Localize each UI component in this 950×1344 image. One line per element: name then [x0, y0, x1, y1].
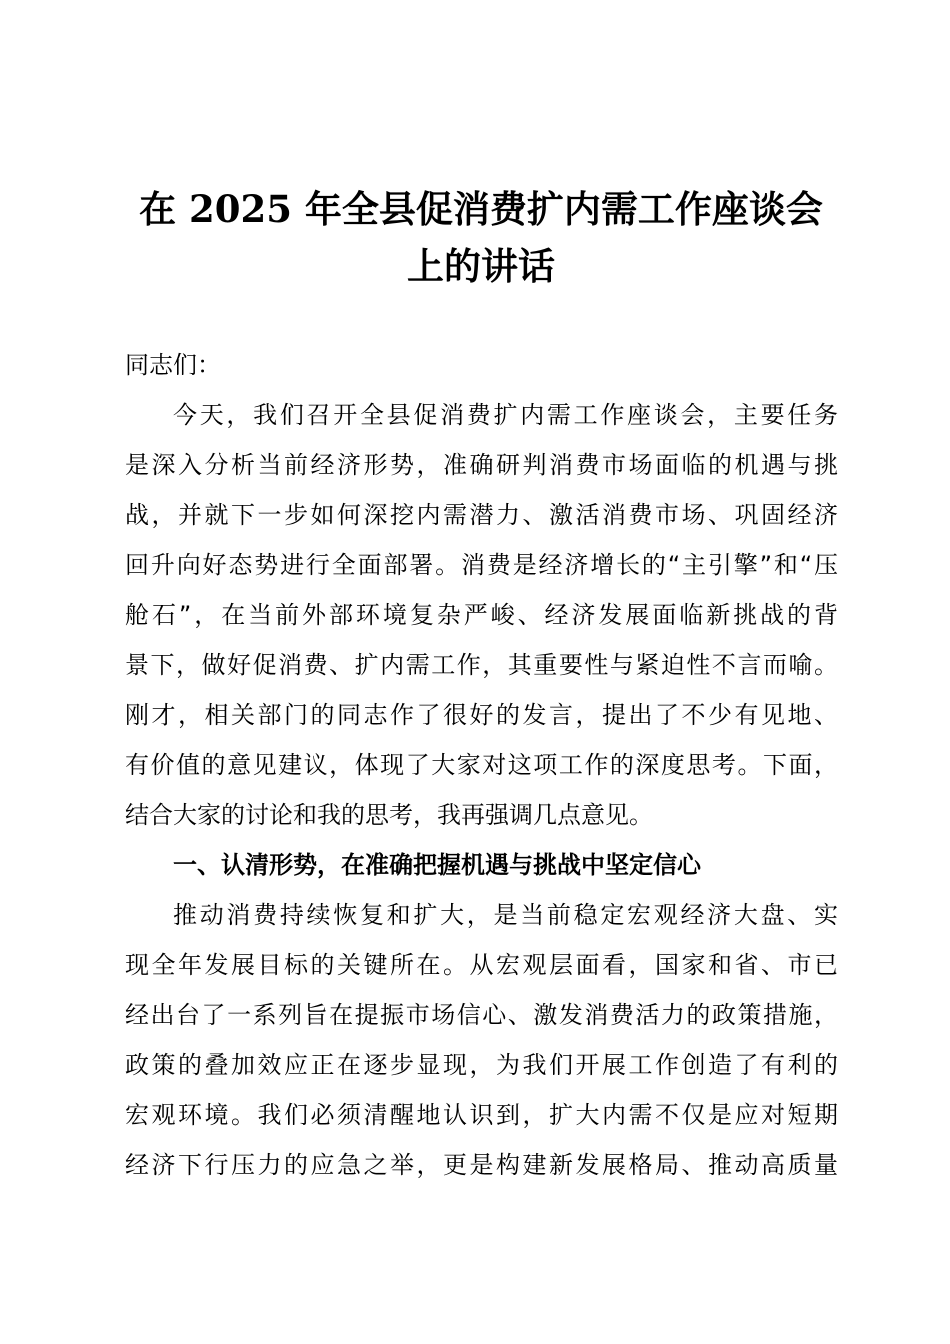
paragraph-1-line-7: 刚才，相关部门的同志作了很好的发言，提出了不少有见地、: [125, 701, 838, 729]
paragraph-2-line-6: 经济下行压力的应急之举，更是构建新发展格局、推动高质量: [125, 1151, 838, 1179]
document-title-line-2: 上的讲话: [407, 244, 555, 288]
section-heading-1: 一、认清形势，在准确把握机遇与挑战中坚定信心: [173, 851, 701, 879]
paragraph-1-line-3: 战，并就下一步如何深挖内需潜力、激活消费市场、巩固经济: [125, 501, 838, 529]
paragraph-2-line-1: 推动消费持续恢复和扩大，是当前稳定宏观经济大盘、实: [173, 901, 838, 929]
document-body: [125, 340, 838, 1190]
paragraph-1-line-6: 景下，做好促消费、扩内需工作，其重要性与紧迫性不言而喻。: [125, 651, 838, 679]
paragraph-1-line-8: 有价值的意见建议，体现了大家对这项工作的深度思考。下面，: [125, 751, 838, 779]
paragraph-2-line-2: 现全年发展目标的关键所在。从宏观层面看，国家和省、市已: [125, 951, 838, 979]
salutation-line: 同志们：: [125, 351, 221, 379]
paragraph-1-line-4: 回升向好态势进行全面部署。消费是经济增长的“主引擎”和“压: [125, 551, 838, 579]
paragraph-1-line-2: 是深入分析当前经济形势，准确研判消费市场面临的机遇与挑: [125, 451, 838, 479]
paragraph-2-line-4: 政策的叠加效应正在逐步显现，为我们开展工作创造了有利的: [125, 1051, 838, 1079]
document-title: [122, 181, 840, 295]
paragraph-1-line-5: 舱石”，在当前外部环境复杂严峻、经济发展面临新挑战的背: [125, 601, 838, 629]
paragraph-2-line-3: 经出台了一系列旨在提振市场信心、激发消费活力的政策措施，: [125, 1001, 838, 1029]
document-title-line-1: 在 2025 年全县促消费扩内需工作座谈会: [139, 187, 823, 231]
paragraph-1-line-1: 今天，我们召开全县促消费扩内需工作座谈会，主要任务: [173, 401, 838, 429]
paragraph-2-line-5: 宏观环境。我们必须清醒地认识到，扩大内需不仅是应对短期: [125, 1101, 838, 1129]
paragraph-1-line-9: 结合大家的讨论和我的思考，我再强调几点意见。: [125, 801, 653, 829]
